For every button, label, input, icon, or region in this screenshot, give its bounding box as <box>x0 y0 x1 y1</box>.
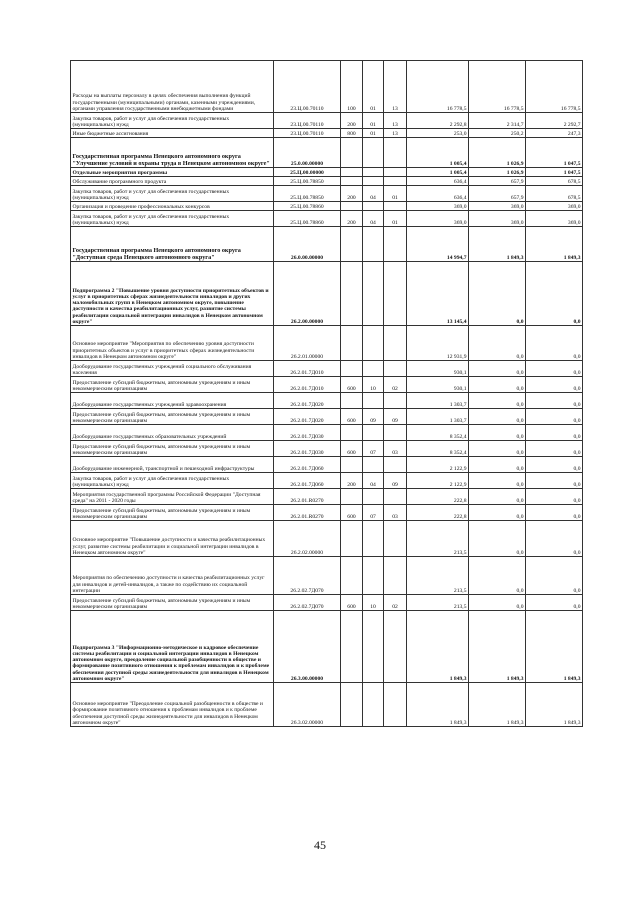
row-rz <box>363 326 384 361</box>
row-name: Дооборудование государственных учреждений социального обслуживания населения <box>71 361 274 377</box>
row-year2-amount: 369,0 <box>469 211 526 227</box>
row-year2-amount: 0,0 <box>469 377 526 393</box>
row-year3-amount: 0,0 <box>526 393 583 409</box>
row-year2-amount: 0,0 <box>469 393 526 409</box>
row-rz <box>363 262 384 326</box>
table-row <box>71 457 583 473</box>
row-year1-amount: 253,0 <box>407 129 469 138</box>
row-pr <box>384 425 407 441</box>
row-year3-amount: 0,0 <box>526 473 583 489</box>
row-year1-amount: 213,5 <box>407 595 469 611</box>
row-year2-amount: 0,0 <box>469 457 526 473</box>
row-name: Расходы на выплаты персоналу в целях обеспечения выполнения функций государственными (муниципальными) органами, казенными учреждениями, органами управления государственными внебюджетными фондами <box>71 61 274 113</box>
table-row <box>71 211 583 227</box>
row-code: 26.2.01.R0270 <box>274 505 341 521</box>
row-name: Предоставление субсидий бюджетным, автономным учреждениям и иным некоммерческим организациям <box>71 441 274 457</box>
row-name: Мероприятия по обеспечению доступности и качества реабилитационных услуг для инвалидов и детей-инвалидов, а также по содействию их социальной интеграции <box>71 557 274 595</box>
row-code: 26.3.00.00000 <box>274 611 341 683</box>
row-pr <box>384 202 407 211</box>
row-vr: 800 <box>341 129 363 138</box>
row-year1-amount: 222,8 <box>407 489 469 505</box>
row-year3-amount: 678,5 <box>526 177 583 186</box>
table-row <box>71 505 583 521</box>
row-year2-amount: 250,2 <box>469 129 526 138</box>
row-year2-amount: 0,0 <box>469 326 526 361</box>
row-year1-amount: 369,0 <box>407 202 469 211</box>
table-row <box>71 168 583 177</box>
row-name: Предоставление субсидий бюджетным, автономным учреждениям и иным некоммерческим организациям <box>71 505 274 521</box>
page-number: 45 <box>314 838 326 852</box>
row-name: Основное мероприятие "Мероприятия по обеспечению уровня доступности приоритетных объектов и услуг в приоритетных сферах жизнедеятельности инвалидов в Ненецком автономном округе" <box>71 326 274 361</box>
row-year1-amount: 2 292,8 <box>407 113 469 129</box>
row-year2-amount: 0,0 <box>469 505 526 521</box>
row-pr: 01 <box>384 186 407 202</box>
row-vr <box>341 168 363 177</box>
row-pr: 03 <box>384 441 407 457</box>
table-row <box>71 202 583 211</box>
row-pr <box>384 168 407 177</box>
row-code: 26.2.00.00000 <box>274 262 341 326</box>
row-year1-amount: 930,1 <box>407 361 469 377</box>
row-vr <box>341 326 363 361</box>
row-vr <box>341 262 363 326</box>
row-rz <box>363 425 384 441</box>
table-row <box>71 393 583 409</box>
row-vr <box>341 202 363 211</box>
row-year1-amount: 2 122,9 <box>407 473 469 489</box>
row-name: Мероприятия государственной программы Российской Федерации "Доступная среда" на 2011 - 2020 годы <box>71 489 274 505</box>
row-year2-amount: 0,0 <box>469 425 526 441</box>
row-pr <box>384 361 407 377</box>
row-year2-amount: 0,0 <box>469 473 526 489</box>
row-year1-amount: 636,4 <box>407 186 469 202</box>
row-rz: 01 <box>363 61 384 113</box>
row-year1-amount: 13 145,4 <box>407 262 469 326</box>
row-year3-amount: 0,0 <box>526 595 583 611</box>
row-code: 25.Ц.00.78860 <box>274 211 341 227</box>
row-vr: 600 <box>341 409 363 425</box>
row-name: Отдельные мероприятия программы <box>71 168 274 177</box>
row-name: Дооборудование инженерной, транспортной и пешеходной инфраструктуры <box>71 457 274 473</box>
row-code: 26.3.02.00000 <box>274 683 341 727</box>
row-name: Закупка товаров, работ и услуг для обеспечения государственных (муниципальных) нужд <box>71 186 274 202</box>
row-year1-amount: 1 303,7 <box>407 409 469 425</box>
row-name: Подпрограмма 2 "Повышение уровня доступности приоритетных объектов и услуг в приоритетных сферах жизнедеятельности инвалидов и других маломобильных групп в Ненецком автономном округе, повышение доступности и качества реабилитационных услуг, развитие системы реабилитации социальной интеграции инвалидов в Ненецком автономном округе" <box>71 262 274 326</box>
row-code: 26.2.01.00000 <box>274 326 341 361</box>
table-row <box>71 361 583 377</box>
row-year3-amount: 1 849,3 <box>526 227 583 262</box>
row-vr <box>341 557 363 595</box>
row-pr <box>384 557 407 595</box>
row-pr <box>384 521 407 557</box>
table-row <box>71 138 583 168</box>
row-rz: 10 <box>363 595 384 611</box>
row-pr <box>384 683 407 727</box>
row-pr: 02 <box>384 377 407 393</box>
row-year3-amount: 369,0 <box>526 202 583 211</box>
row-year2-amount: 657,9 <box>469 177 526 186</box>
row-year3-amount: 369,0 <box>526 211 583 227</box>
row-name: Предоставление субсидий бюджетным, автономным учреждениям и иным некоммерческим организациям <box>71 377 274 393</box>
row-pr <box>384 262 407 326</box>
row-pr: 01 <box>384 211 407 227</box>
row-rz <box>363 611 384 683</box>
row-year1-amount: 1 849,3 <box>407 683 469 727</box>
row-rz: 07 <box>363 441 384 457</box>
row-year3-amount: 0,0 <box>526 377 583 393</box>
row-year3-amount: 0,0 <box>526 489 583 505</box>
row-vr <box>341 227 363 262</box>
row-pr: 02 <box>384 595 407 611</box>
row-year3-amount: 16 778,5 <box>526 61 583 113</box>
row-rz <box>363 202 384 211</box>
table-row <box>71 473 583 489</box>
row-name: Организация и проведение профессиональных конкурсов <box>71 202 274 211</box>
row-code: 26.2.02.7Д070 <box>274 557 341 595</box>
row-year3-amount: 678,5 <box>526 186 583 202</box>
row-vr: 600 <box>341 377 363 393</box>
row-vr: 200 <box>341 113 363 129</box>
table-row <box>71 521 583 557</box>
row-year1-amount: 8 352,4 <box>407 441 469 457</box>
row-vr <box>341 457 363 473</box>
row-vr: 200 <box>341 186 363 202</box>
row-vr <box>341 425 363 441</box>
table-row <box>71 489 583 505</box>
row-year2-amount: 0,0 <box>469 441 526 457</box>
row-name: Дооборудование государственных учреждений здравоохранения <box>71 393 274 409</box>
row-vr: 600 <box>341 505 363 521</box>
table-row <box>71 425 583 441</box>
row-vr <box>341 361 363 377</box>
row-year1-amount: 213,5 <box>407 557 469 595</box>
row-year1-amount: 12 931,9 <box>407 326 469 361</box>
row-code: 23.Ц.00.70110 <box>274 61 341 113</box>
row-pr <box>384 138 407 168</box>
row-pr <box>384 457 407 473</box>
row-rz: 04 <box>363 186 384 202</box>
row-year3-amount: 0,0 <box>526 441 583 457</box>
row-year2-amount: 0,0 <box>469 595 526 611</box>
row-code: 26.2.01.7Д030 <box>274 425 341 441</box>
row-pr: 09 <box>384 473 407 489</box>
row-vr: 100 <box>341 61 363 113</box>
row-rz <box>363 393 384 409</box>
row-pr: 09 <box>384 409 407 425</box>
row-rz <box>363 361 384 377</box>
row-pr <box>384 489 407 505</box>
row-year3-amount: 0,0 <box>526 521 583 557</box>
table-row <box>71 409 583 425</box>
row-code: 25.Ц.00.78850 <box>274 186 341 202</box>
row-pr <box>384 326 407 361</box>
row-rz: 09 <box>363 409 384 425</box>
row-pr: 13 <box>384 61 407 113</box>
row-year2-amount: 0,0 <box>469 361 526 377</box>
table-row <box>71 129 583 138</box>
row-vr <box>341 177 363 186</box>
row-year1-amount: 213,5 <box>407 521 469 557</box>
budget-table-body <box>71 61 583 727</box>
row-vr <box>341 138 363 168</box>
row-year3-amount: 2 292,7 <box>526 113 583 129</box>
row-pr: 03 <box>384 505 407 521</box>
budget-table <box>70 60 583 727</box>
row-vr: 600 <box>341 595 363 611</box>
row-code: 26.2.01.7Д060 <box>274 457 341 473</box>
table-row <box>71 186 583 202</box>
row-rz: 01 <box>363 113 384 129</box>
row-code: 25.0.00.00000 <box>274 138 341 168</box>
row-code: 26.2.02.00000 <box>274 521 341 557</box>
row-year2-amount: 0,0 <box>469 409 526 425</box>
row-rz <box>363 138 384 168</box>
row-code: 26.2.02.7Д070 <box>274 595 341 611</box>
row-name: Обслуживание программного продукта <box>71 177 274 186</box>
row-year3-amount: 1 047,5 <box>526 168 583 177</box>
row-rz: 01 <box>363 129 384 138</box>
row-pr <box>384 393 407 409</box>
row-code: 26.2.01.7Д020 <box>274 409 341 425</box>
table-row <box>71 262 583 326</box>
row-year1-amount: 636,4 <box>407 177 469 186</box>
row-vr <box>341 489 363 505</box>
row-year2-amount: 1 849,3 <box>469 683 526 727</box>
row-rz: 07 <box>363 505 384 521</box>
row-code: 26.0.00.00000 <box>274 227 341 262</box>
row-pr <box>384 177 407 186</box>
row-year1-amount: 369,0 <box>407 211 469 227</box>
row-code: 23.Ц.00.70110 <box>274 113 341 129</box>
row-rz <box>363 489 384 505</box>
row-vr: 600 <box>341 441 363 457</box>
row-year2-amount: 1 026,9 <box>469 138 526 168</box>
row-rz <box>363 177 384 186</box>
row-year1-amount: 8 352,4 <box>407 425 469 441</box>
row-year2-amount: 0,0 <box>469 262 526 326</box>
table-row <box>71 61 583 113</box>
row-year1-amount: 930,1 <box>407 377 469 393</box>
row-name: Подпрограмма 3 "Информационно-методическое и кадровое обеспечение системы реабилитации и социальной интеграции инвалидов в Ненецком автономном округе, преодоление социальной разобщенности в обществе и формирование позитивного отношения к проблемам инвалидов и к проблеме обеспечения доступной среды жизнедеятельности для инвалидов в Ненецком автономном округе" <box>71 611 274 683</box>
row-rz <box>363 683 384 727</box>
row-code: 26.2.01.7Д020 <box>274 393 341 409</box>
row-pr <box>384 611 407 683</box>
row-rz: 04 <box>363 211 384 227</box>
row-name: Закупка товаров, работ и услуг для обеспечения государственных (муниципальных) нужд <box>71 473 274 489</box>
row-code: 26.2.01.7Д030 <box>274 441 341 457</box>
table-row <box>71 441 583 457</box>
row-year3-amount: 1 849,3 <box>526 611 583 683</box>
row-year2-amount: 1 026,9 <box>469 168 526 177</box>
row-year3-amount: 0,0 <box>526 262 583 326</box>
row-rz: 04 <box>363 473 384 489</box>
row-name: Закупка товаров, работ и услуг для обеспечения государственных (муниципальных) нужд <box>71 113 274 129</box>
row-year3-amount: 0,0 <box>526 326 583 361</box>
row-name: Государственная программа Ненецкого автономного округа "Улучшение условий и охраны труда в Ненецком автономном округе" <box>71 138 274 168</box>
row-vr: 200 <box>341 211 363 227</box>
row-year1-amount: 1 005,4 <box>407 138 469 168</box>
row-year2-amount: 1 849,3 <box>469 227 526 262</box>
row-year3-amount: 0,0 <box>526 557 583 595</box>
row-year1-amount: 2 122,9 <box>407 457 469 473</box>
row-name: Основное мероприятие "Повышение доступности и качества реабилитационных услуг, развитие системы реабилитации и социальной интеграции инвалидов в Ненецком автономном округе" <box>71 521 274 557</box>
table-row <box>71 177 583 186</box>
row-year3-amount: 0,0 <box>526 409 583 425</box>
row-year3-amount: 1 849,3 <box>526 683 583 727</box>
row-name: Предоставление субсидий бюджетным, автономным учреждениям и иным некоммерческим организациям <box>71 595 274 611</box>
row-year1-amount: 16 778,5 <box>407 61 469 113</box>
row-code: 25.Ц.00.78850 <box>274 177 341 186</box>
row-vr <box>341 611 363 683</box>
row-vr <box>341 521 363 557</box>
row-code: 26.2.01.7Д010 <box>274 361 341 377</box>
row-year1-amount: 14 994,7 <box>407 227 469 262</box>
row-name: Закупка товаров, работ и услуг для обеспечения государственных (муниципальных) нужд <box>71 211 274 227</box>
row-name: Иные бюджетные ассигнования <box>71 129 274 138</box>
row-rz <box>363 168 384 177</box>
row-code: 26.2.01.7Д010 <box>274 377 341 393</box>
row-vr <box>341 393 363 409</box>
row-year3-amount: 247,3 <box>526 129 583 138</box>
table-row <box>71 611 583 683</box>
row-code: 23.Ц.00.70110 <box>274 129 341 138</box>
table-row <box>71 227 583 262</box>
row-name: Государственная программа Ненецкого автономного округа "Доступная среда Ненецкого автономного округа" <box>71 227 274 262</box>
row-year2-amount: 2 314,7 <box>469 113 526 129</box>
row-rz <box>363 227 384 262</box>
row-code: 25.Ц.00.78860 <box>274 202 341 211</box>
row-year3-amount: 0,0 <box>526 505 583 521</box>
row-year2-amount: 0,0 <box>469 521 526 557</box>
table-row <box>71 326 583 361</box>
row-year3-amount: 0,0 <box>526 457 583 473</box>
row-pr <box>384 227 407 262</box>
row-name: Дооборудование государственных образовательных учреждений <box>71 425 274 441</box>
row-vr: 200 <box>341 473 363 489</box>
table-row <box>71 595 583 611</box>
row-rz <box>363 557 384 595</box>
row-code: 26.2.01.7Д060 <box>274 473 341 489</box>
row-year1-amount: 1 849,3 <box>407 611 469 683</box>
row-year3-amount: 1 047,5 <box>526 138 583 168</box>
row-year1-amount: 1 005,4 <box>407 168 469 177</box>
row-rz <box>363 521 384 557</box>
row-year2-amount: 369,0 <box>469 202 526 211</box>
table-row <box>71 113 583 129</box>
row-code: 25.Ц.00.00000 <box>274 168 341 177</box>
row-year2-amount: 0,0 <box>469 489 526 505</box>
row-vr <box>341 683 363 727</box>
row-year2-amount: 1 849,3 <box>469 611 526 683</box>
row-name: Предоставление субсидий бюджетным, автономным учреждениям и иным некоммерческим организациям <box>71 409 274 425</box>
row-rz: 10 <box>363 377 384 393</box>
table-row <box>71 557 583 595</box>
table-row <box>71 683 583 727</box>
row-year1-amount: 222,8 <box>407 505 469 521</box>
row-pr: 13 <box>384 129 407 138</box>
row-year1-amount: 1 303,7 <box>407 393 469 409</box>
table-row <box>71 377 583 393</box>
row-year3-amount: 0,0 <box>526 425 583 441</box>
row-year2-amount: 0,0 <box>469 557 526 595</box>
row-name: Основное мероприятие "Преодоление социальной разобщенности в обществе и формирование позитивного отношения к проблемам инвалидов и к проблеме обеспечения доступной среды жизнедеятельности для инвалидов в Ненецком автономном округе" <box>71 683 274 727</box>
row-year2-amount: 657,9 <box>469 186 526 202</box>
row-rz <box>363 457 384 473</box>
row-year2-amount: 16 778,5 <box>469 61 526 113</box>
row-year3-amount: 0,0 <box>526 361 583 377</box>
row-code: 26.2.01.R0270 <box>274 489 341 505</box>
row-pr: 13 <box>384 113 407 129</box>
